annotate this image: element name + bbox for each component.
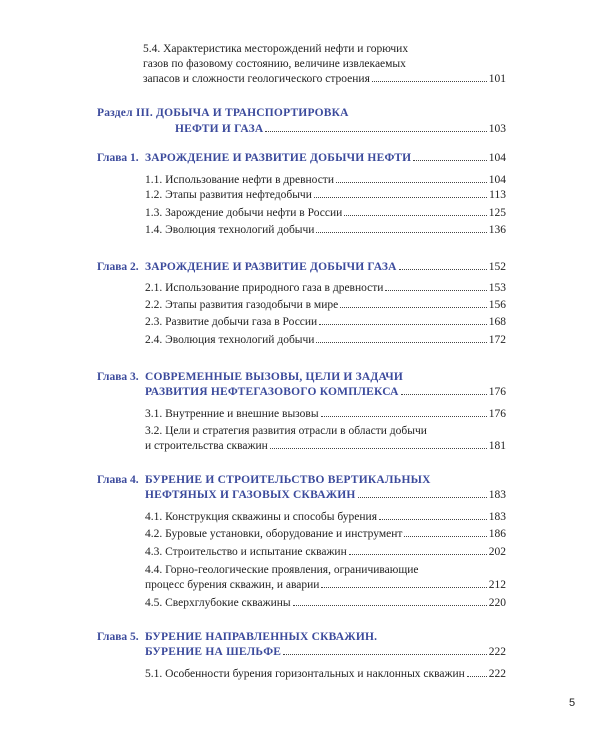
toc-page-number: 153 (488, 282, 506, 294)
toc-entry-4-3[interactable] (145, 545, 506, 559)
toc-entry-5-4-line1: 5.4. Характеристика месторождений нефти и горючих (143, 43, 409, 55)
dot-leader (399, 269, 487, 270)
dot-leader (372, 81, 487, 82)
toc-page-number: 220 (488, 597, 506, 609)
toc-entry-5-4-line2: газов по фазовому состоянию, величине извлекаемых (143, 58, 406, 70)
toc-page-number: 186 (488, 528, 506, 540)
toc-entry-1-4[interactable] (145, 223, 506, 237)
toc-entry-2-3[interactable] (145, 315, 506, 329)
dot-leader (349, 554, 487, 555)
toc-entry-4-4-line1: 4.4. Горно-геологические проявления, ограничивающие (145, 564, 419, 576)
toc-page-number: 183 (488, 511, 506, 523)
toc-entry-3-1[interactable] (145, 407, 506, 421)
dot-leader (336, 182, 487, 183)
toc-entry-text: 2.1. Использование природного газа в древности (145, 282, 384, 294)
toc-page-number: 104 (488, 174, 506, 186)
toc-entry-text: 2.4. Эволюция технологий добычи (145, 334, 315, 346)
toc-page-number: 104 (488, 152, 506, 164)
toc-page-number: 222 (488, 668, 506, 680)
toc-entry-text: 2.3. Развитие добычи газа в России (145, 316, 318, 328)
chapter-2-entry[interactable] (145, 260, 506, 274)
toc-entry-3-2[interactable] (145, 439, 506, 453)
dot-leader (358, 497, 487, 498)
chapter-4-title-line1[interactable]: БУРЕНИЕ И СТРОИТЕЛЬСТВО ВЕРТИКАЛЬНЫХ (145, 474, 431, 486)
toc-page-number: 176 (488, 386, 506, 398)
chapter-3-entry[interactable] (145, 385, 506, 399)
toc-entry-5-1[interactable] (145, 667, 506, 681)
chapter-1-label: Глава 1. (97, 152, 139, 164)
toc-entry-text: 1.1. Использование нефти в древности (145, 174, 334, 186)
dot-leader (316, 232, 486, 233)
toc-page-number: 113 (489, 189, 506, 201)
toc-entry-4-4[interactable] (145, 578, 506, 592)
toc-entry-1-1[interactable] (145, 173, 506, 187)
dot-leader (321, 587, 486, 588)
dot-leader (413, 160, 486, 161)
chapter-5-entry[interactable] (145, 645, 506, 659)
dot-leader (265, 131, 486, 132)
toc-entry-1-3[interactable] (145, 206, 506, 220)
dot-leader (293, 605, 487, 606)
toc-page-number: 183 (488, 489, 506, 501)
chapter-4-entry[interactable] (145, 488, 506, 502)
toc-page-number: 136 (488, 224, 506, 236)
section-3-entry[interactable] (175, 122, 506, 136)
chapter-1-entry[interactable] (145, 151, 506, 165)
toc-page-number: 181 (488, 440, 506, 452)
dot-leader (270, 448, 487, 449)
toc-entry-text: 1.3. Зарождение добычи нефти в России (145, 207, 343, 219)
toc-entry-text: 4.2. Буровые установки, оборудование и инструмент (145, 528, 403, 540)
chapter-5-label: Глава 5. (97, 631, 139, 643)
toc-entry-4-2[interactable] (145, 527, 506, 541)
dot-leader (404, 536, 486, 537)
toc-entry-text: 5.1. Особенности бурения горизонтальных и наклонных скважин (145, 668, 465, 680)
toc-entry-4-5[interactable] (145, 596, 506, 610)
chapter-5-title-line1[interactable]: БУРЕНИЕ НАПРАВЛЕННЫХ СКВАЖИН. (145, 631, 378, 643)
toc-page-number: 176 (488, 408, 506, 420)
dot-leader (283, 654, 487, 655)
toc-entry-text: 1.2. Этапы развития нефтедобычи (145, 189, 312, 201)
dot-leader (379, 519, 487, 520)
dot-leader (314, 197, 487, 198)
toc-entry-3-2-line1: 3.2. Цели и стратегия развития отрасли в области добычи (145, 425, 427, 437)
toc-page-number: 101 (488, 73, 506, 85)
dot-leader (385, 290, 486, 291)
toc-page-number: 212 (488, 579, 506, 591)
chapter-1-title: ЗАРОЖДЕНИЕ И РАЗВИТИЕ ДОБЫЧИ НЕФТИ (145, 152, 412, 164)
toc-entry-text: 4.5. Сверхглубокие скважины (145, 597, 291, 609)
toc-entry-1-2[interactable] (145, 188, 506, 202)
toc-page-number: 172 (488, 334, 506, 346)
dot-leader (319, 324, 487, 325)
toc-entry-text: процесс бурения скважин, и аварии (145, 579, 320, 591)
section-3-title[interactable]: Раздел III. ДОБЫЧА И ТРАНСПОРТИРОВКА (97, 107, 349, 119)
toc-entry-text: 4.3. Строительство и испытание скважин (145, 546, 347, 558)
toc-entry-2-4[interactable] (145, 333, 506, 347)
toc-page-number: 125 (488, 207, 506, 219)
toc-entry-text: 1.4. Эволюция технологий добычи (145, 224, 315, 236)
toc-entry-text: 3.1. Внутренние и внешние вызовы (145, 408, 319, 420)
toc-entry-text: 4.1. Конструкция скважины и способы бурения (145, 511, 377, 523)
toc-entry-5-4[interactable] (143, 72, 506, 86)
dot-leader (340, 307, 487, 308)
chapter-5-title-line2: БУРЕНИЕ НА ШЕЛЬФЕ (145, 646, 282, 658)
chapter-4-title-line2: НЕФТЯНЫХ И ГАЗОВЫХ СКВАЖИН (145, 489, 356, 501)
toc-entry-text: 2.2. Этапы развития газодобычи в мире (145, 299, 339, 311)
toc-entry-text: и строительства скважин (145, 440, 268, 452)
toc-entry-2-2[interactable] (145, 298, 506, 312)
toc-page-number: 168 (488, 316, 506, 328)
page-number: 5 (569, 697, 576, 709)
dot-leader (344, 215, 486, 216)
toc-entry-text: запасов и сложности геологического строения (143, 73, 370, 85)
dot-leader (401, 394, 487, 395)
toc-entry-2-1[interactable] (145, 281, 506, 295)
chapter-3-title-line1[interactable]: СОВРЕМЕННЫЕ ВЫЗОВЫ, ЦЕЛИ И ЗАДАЧИ (145, 371, 404, 383)
chapter-4-label: Глава 4. (97, 474, 139, 486)
dot-leader (316, 342, 486, 343)
chapter-3-label: Глава 3. (97, 371, 139, 383)
toc-page-number: 103 (488, 123, 506, 135)
section-3-title-line2: НЕФТИ И ГАЗА (175, 123, 264, 135)
toc-entry-4-1[interactable] (145, 510, 506, 524)
chapter-3-title-line2: РАЗВИТИЯ НЕФТЕГАЗОВОГО КОМПЛЕКСА (145, 386, 399, 398)
dot-leader (321, 416, 487, 417)
dot-leader (467, 676, 487, 677)
toc-page-number: 202 (488, 546, 506, 558)
toc-page-number: 152 (488, 261, 506, 273)
toc-page-number: 222 (488, 646, 506, 658)
chapter-2-title: ЗАРОЖДЕНИЕ И РАЗВИТИЕ ДОБЫЧИ ГАЗА (145, 261, 397, 273)
chapter-2-label: Глава 2. (97, 261, 139, 273)
toc-page-number: 156 (488, 299, 506, 311)
